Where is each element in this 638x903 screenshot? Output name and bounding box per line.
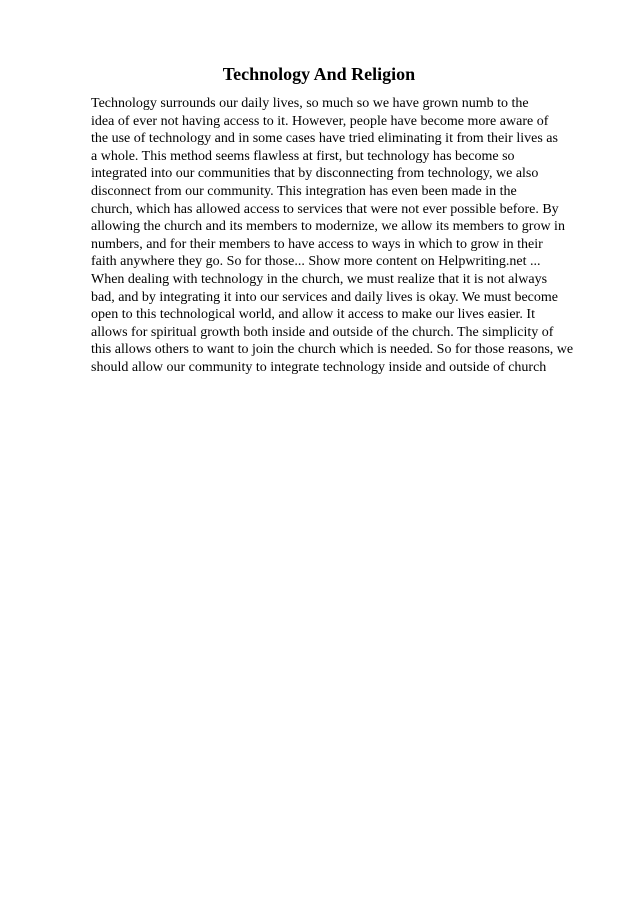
document-body <box>91 95 611 377</box>
body-line: integrated into our communities that by disconnecting from technology, we also <box>91 166 539 182</box>
body-line: When dealing with technology in the church, we must realize that it is not always <box>91 271 548 287</box>
body-line: Technology surrounds our daily lives, so much so we have grown numb to the <box>91 96 529 111</box>
body-line: allowing the church and its members to modernize, we allow its members to grow in <box>91 219 565 235</box>
body-line: disconnect from our community. This integration has even been made in the <box>91 183 517 199</box>
body-line: bad, and by integrating it into our services and daily lives is okay. We must become <box>91 289 558 305</box>
body-line: a whole. This method seems flawless at first, but technology has become so <box>91 148 515 164</box>
body-line: faith anywhere they go. So for those... Show more content on Helpwriting.net ... <box>91 254 541 270</box>
body-line: allows for spiritual growth both inside and outside of the church. The simplicity of <box>91 324 554 340</box>
body-line: church, which has allowed access to services that were not ever possible before. By <box>91 201 559 217</box>
document-title: Technology And Religion <box>222 64 416 84</box>
body-line: open to this technological world, and allow it access to make our lives easier. It <box>91 307 535 323</box>
body-line: this allows others to want to join the church which is needed. So for those reasons, we <box>91 342 574 358</box>
body-line: numbers, and for their members to have access to ways in which to grow in their <box>91 236 543 252</box>
body-line: the use of technology and in some cases have tried eliminating it from their lives as <box>91 131 558 147</box>
body-line: should allow our community to integrate technology inside and outside of church <box>91 359 547 375</box>
body-line: idea of ever not having access to it. However, people have become more aware of <box>91 113 549 129</box>
